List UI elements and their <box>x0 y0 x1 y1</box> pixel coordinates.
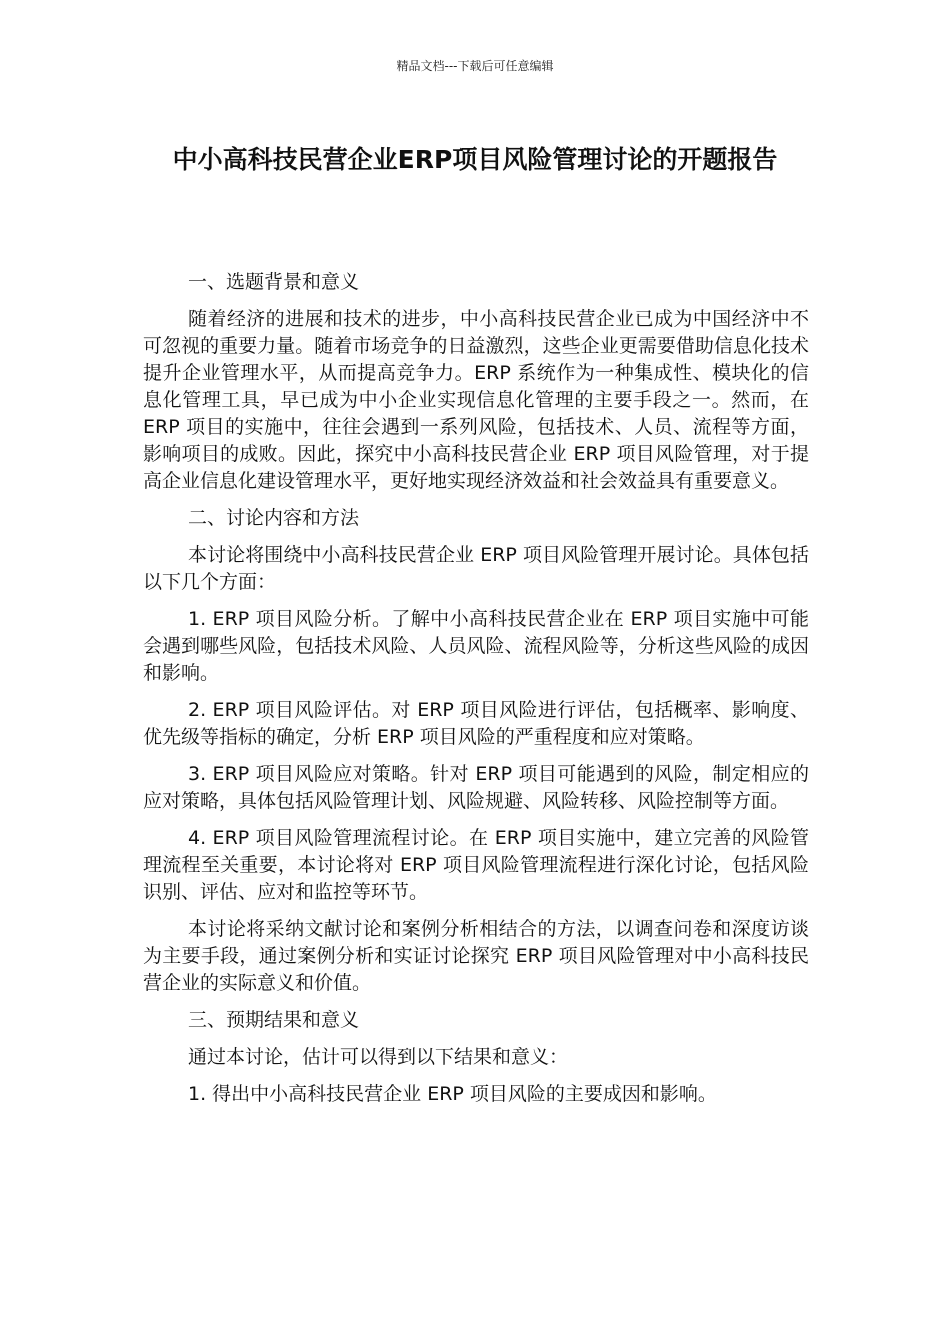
paragraph-method: 本讨论将采纳文献讨论和案例分析相结合的方法，以调查问卷和深度访谈为主要手段，通过案例分析和实证讨论探究 ERP 项目风险管理对中小高科技民营企业的实际意义和价值。 <box>143 918 809 994</box>
paragraph-risk-assessment: 2. ERP 项目风险评估。对 ERP 项目风险进行评估，包括概率、影响度、优先级等指标的确定，分析 ERP 项目风险的严重程度和应对策略。 <box>143 699 809 748</box>
paragraph-expected-intro: 通过本讨论，估计可以得到以下结果和意义： <box>188 1046 569 1068</box>
paragraph-risk-response: 3. ERP 项目风险应对策略。针对 ERP 项目可能遇到的风险，制定相应的应对策略，具体包括风险管理计划、风险规避、风险转移、风险控制等方面。 <box>143 763 809 812</box>
paragraph-background: 随着经济的进展和技术的进步，中小高科技民营企业已成为中国经济中不可忽视的重要力量。随着市场竞争的日益激烈，这些企业更需要借助信息化技术提升企业管理水平，从而提高竞争力。ERP 系统作为一种集成性、模块化的信息化管理工具，早已成为中小企业实现信息化管理的主要手段之一。然而，在 ERP 项目的实施中，往往会遇到一系列风险，包括技术、人员、流程等方面，影响项目的成败。因此，探究中小高科技民营企业 ERP 项目风险管理，对于提高企业信息化建设管理水平，更好地实现经济效益和社会效益具有重要意义。 <box>143 308 809 492</box>
paragraph-risk-analysis: 1. ERP 项目风险分析。了解中小高科技民营企业在 ERP 项目实施中可能会遇到哪些风险，包括技术风险、人员风险、流程风险等，分析这些风险的成因和影响。 <box>143 608 809 684</box>
paragraph-expected-result-1: 1. 得出中小高科技民营企业 ERP 项目风险的主要成因和影响。 <box>188 1083 717 1105</box>
header-note: 精品文档---下载后可任意编辑 <box>396 59 554 73</box>
paragraph-content-intro: 本讨论将围绕中小高科技民营企业 ERP 项目风险管理开展讨论。具体包括以下几个方面： <box>143 544 809 593</box>
section-heading-background: 一、选题背景和意义 <box>188 271 360 293</box>
section-heading-expected-results: 三、预期结果和意义 <box>188 1009 360 1031</box>
document-body <box>143 269 809 1118</box>
document-title: 中小高科技民营企业ERP项目风险管理讨论的开题报告 <box>172 145 778 174</box>
section-heading-content-method: 二、讨论内容和方法 <box>188 507 360 529</box>
paragraph-risk-process: 4. ERP 项目风险管理流程讨论。在 ERP 项目实施中，建立完善的风险管理流程至关重要，本讨论将对 ERP 项目风险管理流程进行深化讨论，包括风险识别、评估、应对和监控等环节。 <box>143 827 809 903</box>
